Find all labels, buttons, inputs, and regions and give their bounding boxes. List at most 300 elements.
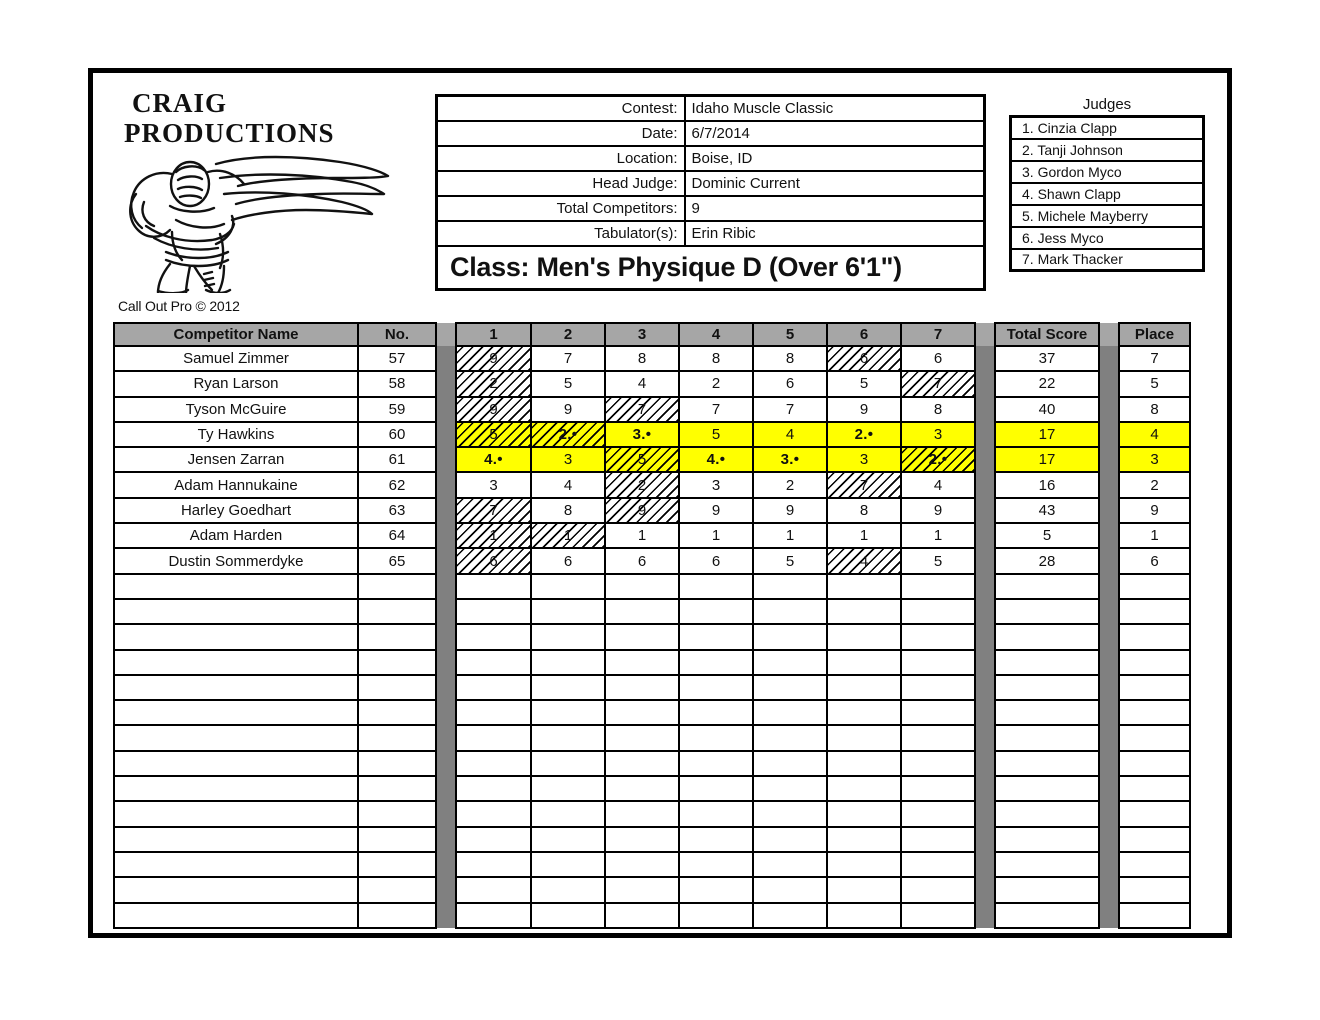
- competitor-name-cell[interactable]: Tyson McGuire: [114, 397, 358, 422]
- judge-score-cell[interactable]: [679, 422, 753, 447]
- judge-score-cell-empty[interactable]: [827, 725, 901, 750]
- total-score-cell: 22: [995, 371, 1099, 396]
- judge-score-cell-empty[interactable]: [901, 776, 975, 801]
- judge-score-cell-empty[interactable]: [827, 801, 901, 826]
- judge-score-cell-empty[interactable]: [753, 776, 827, 801]
- judge-score-cell-empty[interactable]: [901, 675, 975, 700]
- competitor-name-cell[interactable]: Jensen Zarran: [114, 447, 358, 472]
- judge-score-cell[interactable]: [531, 371, 605, 396]
- competitor-number-cell-empty[interactable]: [358, 624, 436, 649]
- place-cell-empty[interactable]: [1119, 650, 1190, 675]
- judge-row: [1011, 117, 1204, 139]
- competitor-number-cell-empty[interactable]: [358, 725, 436, 750]
- competitor-name-cell-empty[interactable]: [114, 700, 358, 725]
- judge-score-cell-empty[interactable]: [531, 574, 605, 599]
- judge-name[interactable]: 7. Mark Thacker: [1011, 249, 1204, 271]
- judge-score-cell-empty[interactable]: [753, 827, 827, 852]
- judge-score-cell-empty[interactable]: [753, 877, 827, 902]
- competitor-number-cell[interactable]: 57: [358, 346, 436, 371]
- judge-score-value: 4.•: [706, 451, 726, 469]
- competitor-number-cell-empty[interactable]: [358, 852, 436, 877]
- judge-score-cell[interactable]: [679, 397, 753, 422]
- judge-score-cell-empty[interactable]: [901, 725, 975, 750]
- judge-score-cell-empty[interactable]: [679, 877, 753, 902]
- judge-score-cell[interactable]: [901, 422, 975, 447]
- judge-score-cell[interactable]: [531, 548, 605, 573]
- judge-score-cell[interactable]: [456, 397, 531, 422]
- table-row-empty: [114, 599, 1190, 624]
- row-separator-right: [1099, 472, 1119, 497]
- judge-score-cell-empty[interactable]: [901, 827, 975, 852]
- judge-score-cell-empty[interactable]: [827, 599, 901, 624]
- judge-score-cell[interactable]: [605, 346, 679, 371]
- total-score-cell-empty[interactable]: [995, 827, 1099, 852]
- judge-score-cell-empty[interactable]: [605, 725, 679, 750]
- judge-score-cell-empty[interactable]: [605, 776, 679, 801]
- total-score-cell-empty[interactable]: [995, 675, 1099, 700]
- judge-score-cell[interactable]: [753, 472, 827, 497]
- competitor-number-cell-empty[interactable]: [358, 650, 436, 675]
- judge-score-cell-empty[interactable]: [531, 700, 605, 725]
- competitor-name-cell[interactable]: Dustin Sommerdyke: [114, 548, 358, 573]
- header-judge-6: 6: [827, 323, 901, 346]
- judge-score-cell-empty[interactable]: [605, 599, 679, 624]
- judge-score-cell-empty[interactable]: [679, 725, 753, 750]
- row-separator: [1099, 852, 1119, 877]
- header-separator-mid: [975, 323, 995, 346]
- judge-score-cell-empty[interactable]: [679, 599, 753, 624]
- judge-score-cell-empty[interactable]: [753, 801, 827, 826]
- total-score-cell-empty[interactable]: [995, 650, 1099, 675]
- judge-score-cell-empty[interactable]: [531, 877, 605, 902]
- judge-score-cell-empty[interactable]: [456, 877, 531, 902]
- judge-score-value: 2: [785, 476, 795, 494]
- judge-score-cell-empty[interactable]: [605, 877, 679, 902]
- row-separator: [975, 624, 995, 649]
- competitor-number-cell[interactable]: 64: [358, 523, 436, 548]
- judge-score-cell-empty[interactable]: [753, 852, 827, 877]
- row-separator-right: [1099, 548, 1119, 573]
- judge-score-value: 7: [933, 375, 943, 393]
- judge-row: [1011, 139, 1204, 161]
- judge-score-cell[interactable]: [605, 472, 679, 497]
- competitor-number-cell[interactable]: 63: [358, 498, 436, 523]
- judge-score-cell[interactable]: [531, 397, 605, 422]
- judge-score-cell[interactable]: [679, 371, 753, 396]
- judge-score-cell-empty[interactable]: [901, 852, 975, 877]
- judge-score-cell[interactable]: [531, 498, 605, 523]
- judge-score-cell-empty[interactable]: [901, 624, 975, 649]
- judge-score-cell[interactable]: [679, 472, 753, 497]
- competitor-name-cell-empty[interactable]: [114, 877, 358, 902]
- judge-score-cell-empty[interactable]: [679, 624, 753, 649]
- judge-score-cell-empty[interactable]: [753, 599, 827, 624]
- judge-score-cell-empty[interactable]: [753, 751, 827, 776]
- row-separator-mid: [975, 422, 995, 447]
- competitor-number-cell[interactable]: 62: [358, 472, 436, 497]
- judge-score-cell[interactable]: [679, 548, 753, 573]
- judge-score-value: 8: [785, 350, 795, 368]
- judge-score-cell-empty[interactable]: [456, 801, 531, 826]
- competitor-number-cell-empty[interactable]: [358, 903, 436, 928]
- judge-score-cell[interactable]: [753, 371, 827, 396]
- judge-score-cell[interactable]: [827, 498, 901, 523]
- judge-score-cell[interactable]: [679, 498, 753, 523]
- judge-score-cell[interactable]: [456, 548, 531, 573]
- judge-score-cell-empty[interactable]: [531, 776, 605, 801]
- competitor-number-cell-empty[interactable]: [358, 700, 436, 725]
- judge-score-cell-empty[interactable]: [456, 903, 531, 928]
- total-score-cell: 37: [995, 346, 1099, 371]
- judge-score-cell[interactable]: [827, 346, 901, 371]
- judge-score-value: 4: [637, 375, 647, 393]
- place-cell-empty[interactable]: [1119, 827, 1190, 852]
- judge-score-cell-empty[interactable]: [456, 650, 531, 675]
- judge-score-cell[interactable]: [753, 548, 827, 573]
- place-cell-empty[interactable]: [1119, 852, 1190, 877]
- judge-score-cell[interactable]: [753, 422, 827, 447]
- competitor-name-cell-empty[interactable]: [114, 725, 358, 750]
- competitor-number-cell-empty[interactable]: [358, 776, 436, 801]
- judge-score-cell[interactable]: [901, 397, 975, 422]
- judge-score-cell[interactable]: [827, 472, 901, 497]
- judge-score-cell-empty[interactable]: [679, 852, 753, 877]
- judge-score-cell[interactable]: [531, 422, 605, 447]
- judge-score-cell[interactable]: [605, 498, 679, 523]
- judge-score-cell[interactable]: [456, 472, 531, 497]
- total-score-cell-empty[interactable]: [995, 574, 1099, 599]
- judge-score-cell-empty[interactable]: [753, 725, 827, 750]
- judge-score-value: 6: [859, 350, 869, 368]
- judge-score-cell-empty[interactable]: [605, 624, 679, 649]
- judge-score-cell-empty[interactable]: [605, 675, 679, 700]
- judge-score-cell[interactable]: [605, 422, 679, 447]
- competitor-number-cell-empty[interactable]: [358, 877, 436, 902]
- judge-score-cell-empty[interactable]: [901, 801, 975, 826]
- judge-score-value: 2: [489, 375, 498, 393]
- competitor-name-cell-empty[interactable]: [114, 650, 358, 675]
- row-separator: [436, 877, 456, 902]
- judge-score-cell-empty[interactable]: [456, 776, 531, 801]
- competitor-number-cell[interactable]: 60: [358, 422, 436, 447]
- competitor-name-cell-empty[interactable]: [114, 599, 358, 624]
- competitor-name-cell-empty[interactable]: [114, 751, 358, 776]
- judges-panel: [1009, 96, 1205, 272]
- judge-score-cell-empty[interactable]: [531, 599, 605, 624]
- row-separator: [1099, 725, 1119, 750]
- place-cell-empty[interactable]: [1119, 624, 1190, 649]
- place-cell-empty[interactable]: [1119, 877, 1190, 902]
- place-cell-empty[interactable]: [1119, 903, 1190, 928]
- judge-score-cell[interactable]: [753, 498, 827, 523]
- judge-score-cell-empty[interactable]: [753, 675, 827, 700]
- competitor-name-cell-empty[interactable]: [114, 776, 358, 801]
- competitor-name-cell-empty[interactable]: [114, 852, 358, 877]
- judge-score-cell-empty[interactable]: [679, 675, 753, 700]
- judge-score-cell-empty[interactable]: [531, 675, 605, 700]
- judge-score-cell-empty[interactable]: [901, 650, 975, 675]
- judge-score-cell-empty[interactable]: [605, 751, 679, 776]
- judge-score-cell[interactable]: [827, 523, 901, 548]
- judge-score-cell-empty[interactable]: [753, 624, 827, 649]
- row-separator: [1099, 751, 1119, 776]
- judge-score-cell-empty[interactable]: [456, 599, 531, 624]
- judge-score-cell-empty[interactable]: [827, 700, 901, 725]
- judge-score-cell-empty[interactable]: [531, 751, 605, 776]
- competitor-number-cell-empty[interactable]: [358, 574, 436, 599]
- judge-score-cell-empty[interactable]: [753, 650, 827, 675]
- judge-score-value: 9: [563, 400, 573, 418]
- judge-score-cell[interactable]: [827, 548, 901, 573]
- judge-score-cell-empty[interactable]: [456, 852, 531, 877]
- row-separator: [436, 574, 456, 599]
- judge-score-cell-empty[interactable]: [531, 903, 605, 928]
- competitor-name-cell-empty[interactable]: [114, 624, 358, 649]
- judge-score-cell[interactable]: [901, 523, 975, 548]
- place-cell-empty[interactable]: [1119, 776, 1190, 801]
- judge-score-cell-empty[interactable]: [901, 700, 975, 725]
- judge-score-cell-empty[interactable]: [456, 751, 531, 776]
- judge-score-value: 6: [711, 552, 721, 570]
- judge-score-cell[interactable]: [827, 397, 901, 422]
- judge-score-cell[interactable]: [753, 346, 827, 371]
- total-score-cell-empty[interactable]: [995, 725, 1099, 750]
- judge-name[interactable]: 4. Shawn Clapp: [1011, 183, 1204, 205]
- total-score-cell: 43: [995, 498, 1099, 523]
- judge-score-cell-empty[interactable]: [531, 827, 605, 852]
- judge-score-cell[interactable]: [901, 498, 975, 523]
- judge-score-cell[interactable]: [753, 397, 827, 422]
- competitor-number-cell[interactable]: 59: [358, 397, 436, 422]
- judge-score-cell[interactable]: [456, 371, 531, 396]
- competitor-number-cell[interactable]: 58: [358, 371, 436, 396]
- row-separator-right: [1099, 371, 1119, 396]
- competitor-name-cell[interactable]: Ryan Larson: [114, 371, 358, 396]
- judge-score-cell[interactable]: [827, 447, 901, 472]
- contest-info-value[interactable]: 9: [685, 196, 985, 221]
- contest-info-value[interactable]: Erin Ribic: [685, 221, 985, 246]
- competitor-number-cell-empty[interactable]: [358, 751, 436, 776]
- competitor-name-cell[interactable]: Ty Hawkins: [114, 422, 358, 447]
- competitor-number-cell[interactable]: 61: [358, 447, 436, 472]
- row-separator: [436, 751, 456, 776]
- judge-score-cell-empty[interactable]: [901, 903, 975, 928]
- judge-score-cell-empty[interactable]: [827, 751, 901, 776]
- logo-line-2: PRODUCTIONS: [124, 118, 335, 148]
- judge-score-cell-empty[interactable]: [827, 903, 901, 928]
- judge-score-cell[interactable]: [827, 422, 901, 447]
- contest-info-label: Date:: [437, 121, 685, 146]
- judge-score-cell-empty[interactable]: [456, 700, 531, 725]
- total-score-cell-empty[interactable]: [995, 624, 1099, 649]
- competitor-number-cell-empty[interactable]: [358, 599, 436, 624]
- judge-score-value: 8: [711, 350, 721, 368]
- judge-score-cell-empty[interactable]: [679, 700, 753, 725]
- row-separator-left: [436, 548, 456, 573]
- total-score-cell-empty[interactable]: [995, 903, 1099, 928]
- judge-score-value: 5: [563, 375, 573, 393]
- judge-score-cell-empty[interactable]: [605, 903, 679, 928]
- contest-info-value[interactable]: 6/7/2014: [685, 121, 985, 146]
- competitor-name-cell[interactable]: Samuel Zimmer: [114, 346, 358, 371]
- place-cell-empty[interactable]: [1119, 675, 1190, 700]
- judge-score-cell-empty[interactable]: [827, 574, 901, 599]
- judge-score-cell-empty[interactable]: [605, 801, 679, 826]
- judge-score-value: 9: [785, 501, 795, 519]
- judge-score-cell-empty[interactable]: [753, 700, 827, 725]
- judge-score-cell-empty[interactable]: [456, 675, 531, 700]
- total-score-cell-empty[interactable]: [995, 599, 1099, 624]
- judge-score-cell-empty[interactable]: [605, 574, 679, 599]
- contest-info-value[interactable]: Boise, ID: [685, 146, 985, 171]
- judge-score-cell[interactable]: [531, 346, 605, 371]
- row-separator-mid: [975, 548, 995, 573]
- judge-score-value: 4: [785, 426, 795, 444]
- header-total-score: Total Score: [995, 323, 1099, 346]
- judge-score-cell[interactable]: [679, 447, 753, 472]
- judge-score-cell-empty[interactable]: [679, 650, 753, 675]
- judge-score-cell[interactable]: [605, 397, 679, 422]
- competitor-number-cell-empty[interactable]: [358, 827, 436, 852]
- contest-info-label: Contest:: [437, 96, 685, 121]
- judge-score-value: 3: [859, 451, 869, 469]
- judge-score-cell-empty[interactable]: [605, 852, 679, 877]
- judge-score-cell-empty[interactable]: [679, 574, 753, 599]
- table-row-empty: [114, 776, 1190, 801]
- total-score-cell-empty[interactable]: [995, 877, 1099, 902]
- judge-score-cell-empty[interactable]: [456, 827, 531, 852]
- judge-score-cell-empty[interactable]: [901, 574, 975, 599]
- total-score-cell-empty[interactable]: [995, 776, 1099, 801]
- judge-score-cell[interactable]: [531, 523, 605, 548]
- place-cell-empty[interactable]: [1119, 801, 1190, 826]
- competitor-number-cell-empty[interactable]: [358, 801, 436, 826]
- contest-info-row: [437, 171, 985, 196]
- table-row-empty: [114, 725, 1190, 750]
- judge-score-cell[interactable]: [679, 346, 753, 371]
- judge-score-cell-empty[interactable]: [531, 801, 605, 826]
- judge-score-cell-empty[interactable]: [679, 751, 753, 776]
- judge-score-cell-empty[interactable]: [531, 725, 605, 750]
- judge-score-cell-empty[interactable]: [531, 852, 605, 877]
- judge-score-cell-empty[interactable]: [827, 675, 901, 700]
- judge-score-cell[interactable]: [827, 371, 901, 396]
- judge-score-cell-empty[interactable]: [456, 624, 531, 649]
- judge-score-cell-empty[interactable]: [901, 751, 975, 776]
- judge-score-cell-empty[interactable]: [827, 877, 901, 902]
- place-cell-empty[interactable]: [1119, 599, 1190, 624]
- judge-score-cell-empty[interactable]: [531, 624, 605, 649]
- judge-score-cell[interactable]: [753, 523, 827, 548]
- competitor-name-cell[interactable]: Harley Goedhart: [114, 498, 358, 523]
- judge-score-value: 6: [785, 375, 795, 393]
- judge-score-cell[interactable]: [901, 472, 975, 497]
- table-row: [114, 548, 1190, 573]
- place-cell-empty[interactable]: [1119, 751, 1190, 776]
- judge-score-cell[interactable]: [901, 447, 975, 472]
- judge-score-cell[interactable]: [456, 422, 531, 447]
- header-judge-3: 3: [605, 323, 679, 346]
- judge-score-cell-empty[interactable]: [605, 700, 679, 725]
- competitor-name-cell-empty[interactable]: [114, 827, 358, 852]
- competitor-name-cell-empty[interactable]: [114, 675, 358, 700]
- total-score-cell-empty[interactable]: [995, 751, 1099, 776]
- row-separator-mid: [975, 346, 995, 371]
- total-score-cell-empty[interactable]: [995, 801, 1099, 826]
- place-cell-empty[interactable]: [1119, 700, 1190, 725]
- judge-name[interactable]: 5. Michele Mayberry: [1011, 205, 1204, 227]
- judge-score-cell[interactable]: [901, 346, 975, 371]
- judge-score-cell-empty[interactable]: [679, 827, 753, 852]
- judge-score-cell[interactable]: [605, 371, 679, 396]
- judge-score-cell-empty[interactable]: [456, 574, 531, 599]
- judge-score-cell[interactable]: [456, 498, 531, 523]
- place-cell-empty[interactable]: [1119, 574, 1190, 599]
- judge-score-cell-empty[interactable]: [827, 852, 901, 877]
- judge-score-cell[interactable]: [531, 472, 605, 497]
- competitor-name-cell-empty[interactable]: [114, 801, 358, 826]
- competitor-name-cell-empty[interactable]: [114, 574, 358, 599]
- judge-score-cell-empty[interactable]: [827, 827, 901, 852]
- judge-score-cell[interactable]: [456, 447, 531, 472]
- judge-score-cell-empty[interactable]: [827, 650, 901, 675]
- competitor-number-cell-empty[interactable]: [358, 675, 436, 700]
- competitor-name-cell[interactable]: Adam Harden: [114, 523, 358, 548]
- judge-name[interactable]: 6. Jess Myco: [1011, 227, 1204, 249]
- competitor-name-cell-empty[interactable]: [114, 903, 358, 928]
- judge-score-cell[interactable]: [531, 447, 605, 472]
- judge-score-cell-empty[interactable]: [679, 801, 753, 826]
- judge-score-cell-empty[interactable]: [901, 877, 975, 902]
- judge-score-cell-empty[interactable]: [827, 776, 901, 801]
- logo-wordmark: [120, 90, 410, 147]
- judge-score-cell-empty[interactable]: [605, 827, 679, 852]
- judge-score-cell[interactable]: [901, 548, 975, 573]
- place-cell-empty[interactable]: [1119, 725, 1190, 750]
- contest-info-value[interactable]: Idaho Muscle Classic: [685, 96, 985, 121]
- judge-score-cell-empty[interactable]: [901, 599, 975, 624]
- judge-name[interactable]: 3. Gordon Myco: [1011, 161, 1204, 183]
- total-score-cell-empty[interactable]: [995, 852, 1099, 877]
- judge-score-value: 3: [711, 476, 721, 494]
- judge-score-cell[interactable]: [901, 371, 975, 396]
- judge-score-cell[interactable]: [605, 447, 679, 472]
- judge-score-cell-empty[interactable]: [456, 725, 531, 750]
- row-separator: [436, 650, 456, 675]
- contest-info-value[interactable]: Dominic Current: [685, 171, 985, 196]
- row-separator: [1099, 624, 1119, 649]
- judge-score-cell[interactable]: [679, 523, 753, 548]
- judge-score-cell[interactable]: [456, 523, 531, 548]
- judge-score-cell[interactable]: [456, 346, 531, 371]
- competitor-name-cell[interactable]: Adam Hannukaine: [114, 472, 358, 497]
- judge-score-cell-empty[interactable]: [753, 574, 827, 599]
- judge-score-cell-empty[interactable]: [827, 624, 901, 649]
- total-score-cell-empty[interactable]: [995, 700, 1099, 725]
- judge-score-cell[interactable]: [753, 447, 827, 472]
- judge-score-cell-empty[interactable]: [605, 650, 679, 675]
- judge-score-cell[interactable]: [605, 523, 679, 548]
- judge-score-cell-empty[interactable]: [753, 903, 827, 928]
- judge-score-cell[interactable]: [605, 548, 679, 573]
- judge-name[interactable]: 2. Tanji Johnson: [1011, 139, 1204, 161]
- competitor-number-cell[interactable]: 65: [358, 548, 436, 573]
- judge-score-cell-empty[interactable]: [679, 776, 753, 801]
- judge-score-cell-empty[interactable]: [531, 650, 605, 675]
- row-separator: [1099, 675, 1119, 700]
- judge-score-cell-empty[interactable]: [679, 903, 753, 928]
- judge-name[interactable]: 1. Cinzia Clapp: [1011, 117, 1204, 139]
